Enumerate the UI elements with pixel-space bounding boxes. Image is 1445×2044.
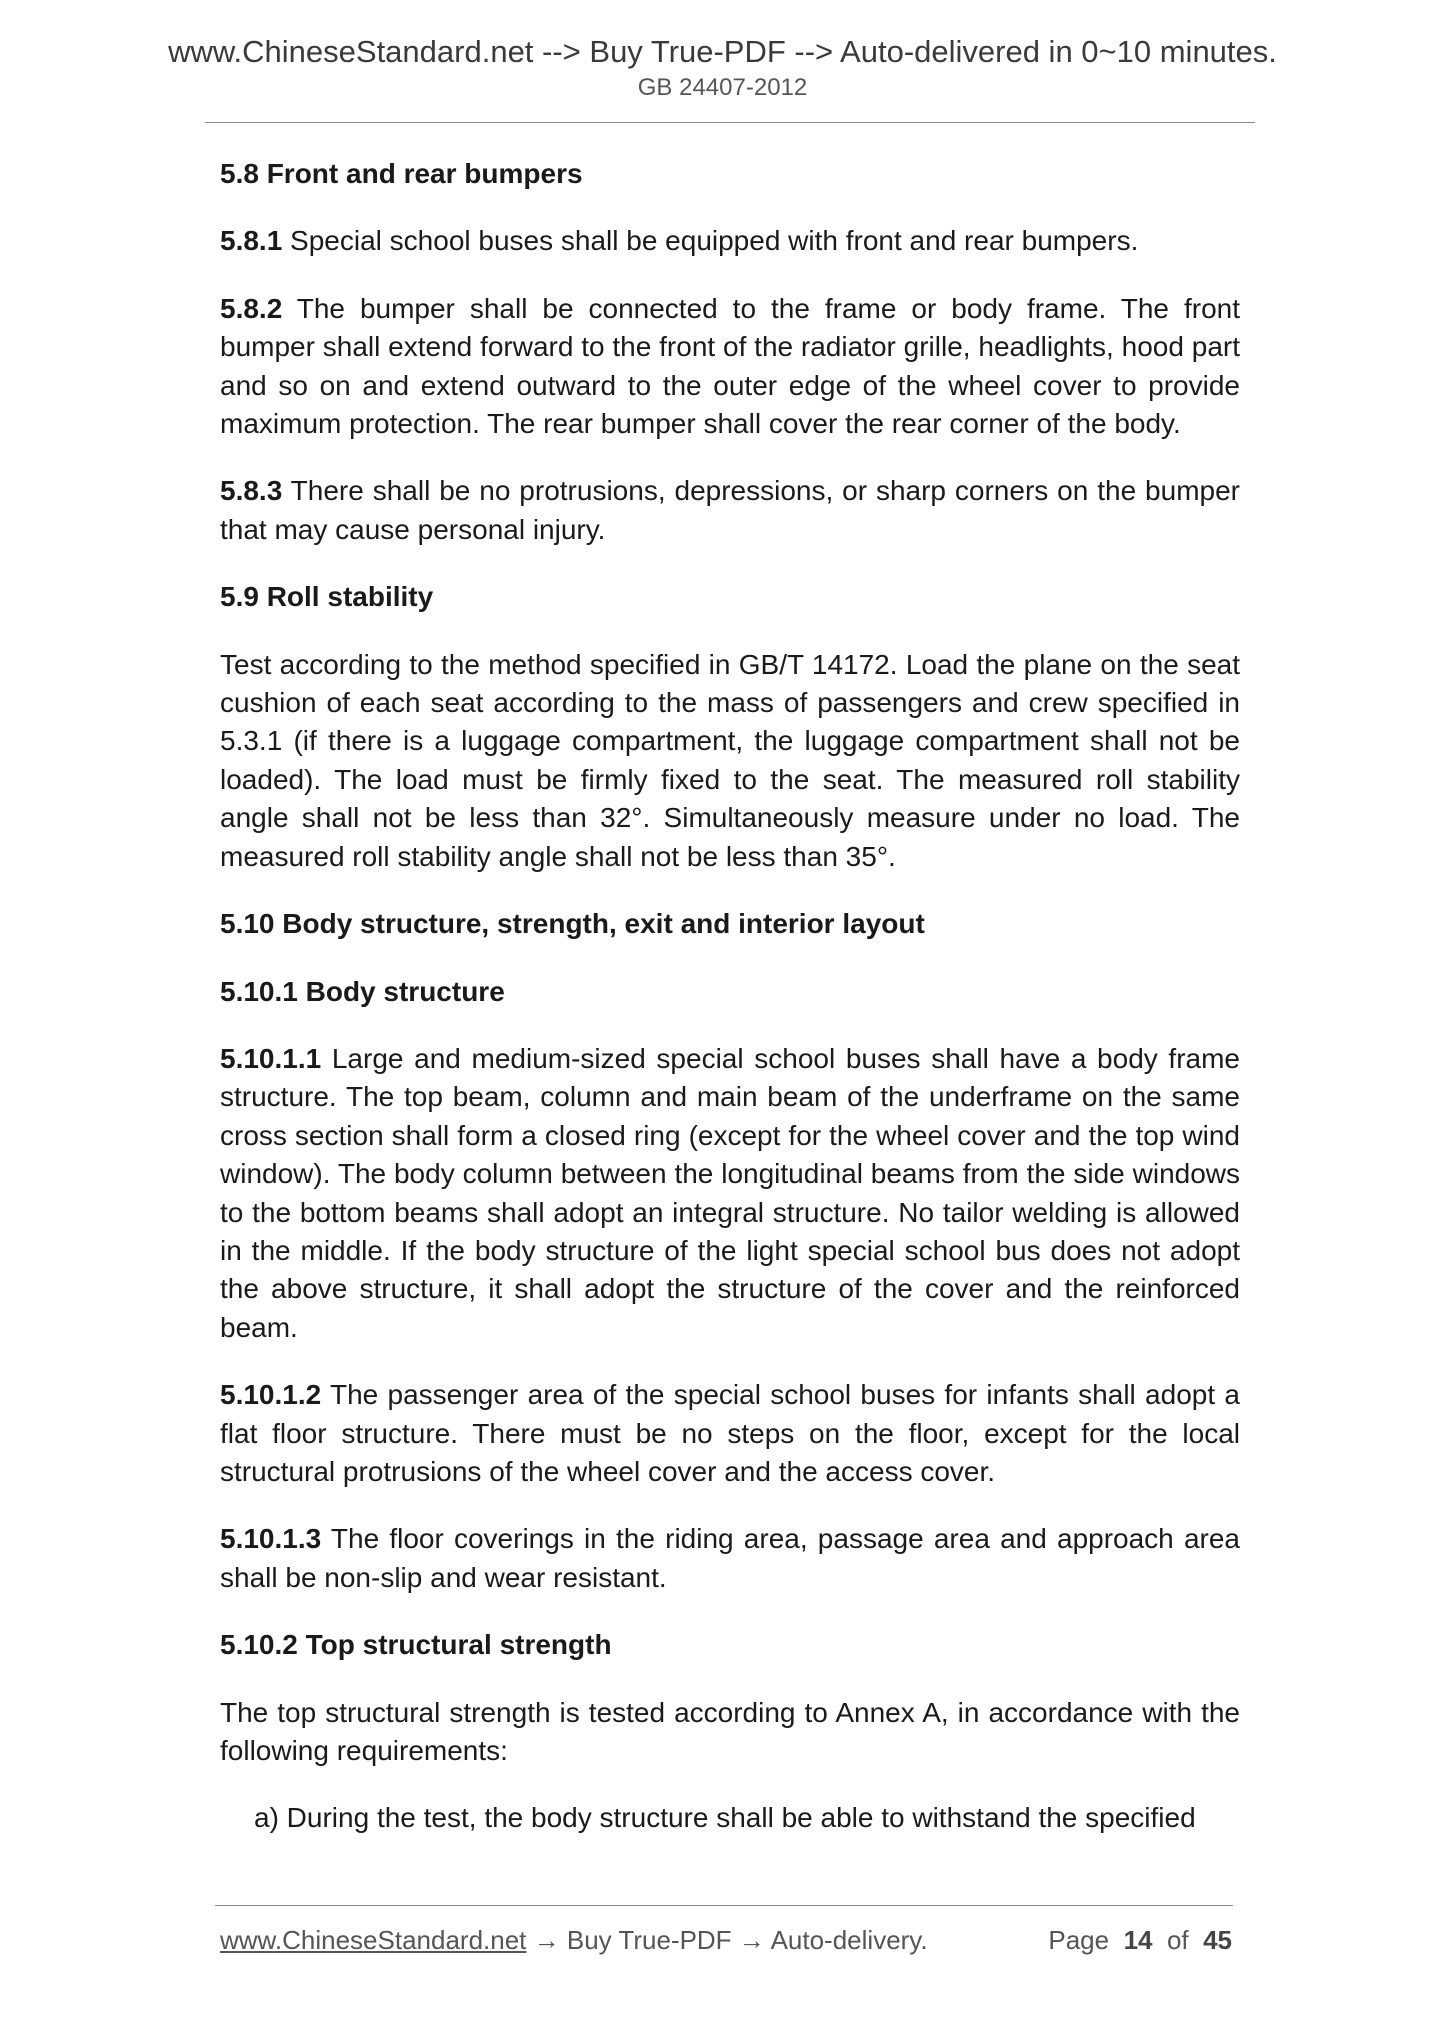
page-of-label: of xyxy=(1166,1925,1189,1955)
section-heading-5-8: 5.8 Front and rear bumpers xyxy=(220,158,583,189)
clause-text: Special school buses shall be equipped with front and rear bumpers. xyxy=(282,225,1139,257)
clause-number: 5.8.1 xyxy=(220,225,283,257)
page-current: 14 xyxy=(1123,1925,1153,1955)
clause-text: The bumper shall be connected to the frame or body frame. The front bumper shall extend forward to the front of the radiator grille, headlights, hood part and so on and extend outward to the outer edge of the wheel cover to provide maximum protection. The rear bumper shall cover the rear corner of the body. xyxy=(220,292,1240,440)
paragraph-5-10-2: The top structural strength is tested according to Annex A, in accordance with the following requirements: xyxy=(220,1696,1240,1766)
clause-number: 5.8.3 xyxy=(220,475,283,507)
footer-divider xyxy=(215,1905,1233,1906)
header-url-line: www.ChineseStandard.net --> Buy True-PDF --> Auto-delivered in 0~10 minutes. xyxy=(168,34,1277,69)
document-body xyxy=(220,155,1240,1838)
section-heading-5-10: 5.10 Body structure, strength, exit and interior layout xyxy=(220,908,925,940)
footer-tagline: → Buy True-PDF → Auto-delivery. xyxy=(526,1925,928,1955)
clause-text: The passenger area of the special school buses for infants shall adopt a flat floor structure. There must be no steps on the floor, except for the local structural protrusions of the wheel cover and the access cover. xyxy=(220,1379,1240,1487)
header-standard-number: GB 24407-2012 xyxy=(637,74,808,101)
clause-5-10-1-2 xyxy=(220,1376,1240,1491)
clause-number: 5.10.1.2 xyxy=(220,1379,322,1411)
header-divider xyxy=(205,122,1255,123)
page-footer xyxy=(220,1925,1232,1956)
clause-5-10-1-1 xyxy=(220,1040,1240,1347)
list-item-a: a) During the test, the body structure shall be able to withstand the specified xyxy=(254,1802,1196,1834)
page-total: 45 xyxy=(1203,1925,1232,1955)
clause-number: 5.10.1.1 xyxy=(220,1042,322,1074)
clause-text: Large and medium-sized special school buses shall have a body frame structure. The top beam, column and main beam of the underframe on the same cross section shall form a closed ring (except for the wheel cover and the top wind window). The body column between the longitudinal beams from the side windows to the bottom beams shall adopt an integral structure. No tailor welding is allowed in the middle. If the body structure of the light special school bus does not adopt the above structure, it shall adopt the structure of the cover and the reinforced beam. xyxy=(220,1042,1240,1343)
clause-5-10-1-3 xyxy=(220,1520,1240,1597)
clause-number: 5.10.1.3 xyxy=(220,1523,322,1555)
clause-5-8-1 xyxy=(220,222,1240,260)
section-heading-5-9: 5.9 Roll stability xyxy=(220,581,434,613)
clause-text: The floor coverings in the riding area, passage area and approach area shall be non-slip and wear resistant. xyxy=(220,1523,1240,1593)
clause-5-8-3 xyxy=(220,472,1240,549)
clause-5-8-2 xyxy=(220,290,1240,444)
page-label: Page xyxy=(1048,1925,1110,1955)
clause-text: There shall be no protrusions, depressions, or sharp corners on the bumper that may cause personal injury. xyxy=(220,475,1240,545)
footer-website-link[interactable]: www.ChineseStandard.net xyxy=(220,1925,527,1955)
paragraph-5-9: Test according to the method specified in GB/T 14172. Load the plane on the seat cushion of each seat according to the mass of passengers and crew specified in 5.3.1 (if there is a luggage compartment, the luggage compartment shall not be loaded). The load must be firmly fixed to the seat. The measured roll stability angle shall not be less than 32°. Simultaneously measure under no load. The measured roll stability angle shall not be less than 35°. xyxy=(220,648,1240,872)
section-heading-5-10-1: 5.10.1 Body structure xyxy=(220,975,505,1007)
section-heading-5-10-2: 5.10.2 Top structural strength xyxy=(220,1629,612,1661)
clause-number: 5.8.2 xyxy=(220,292,283,324)
page-indicator xyxy=(1048,1925,1232,1956)
